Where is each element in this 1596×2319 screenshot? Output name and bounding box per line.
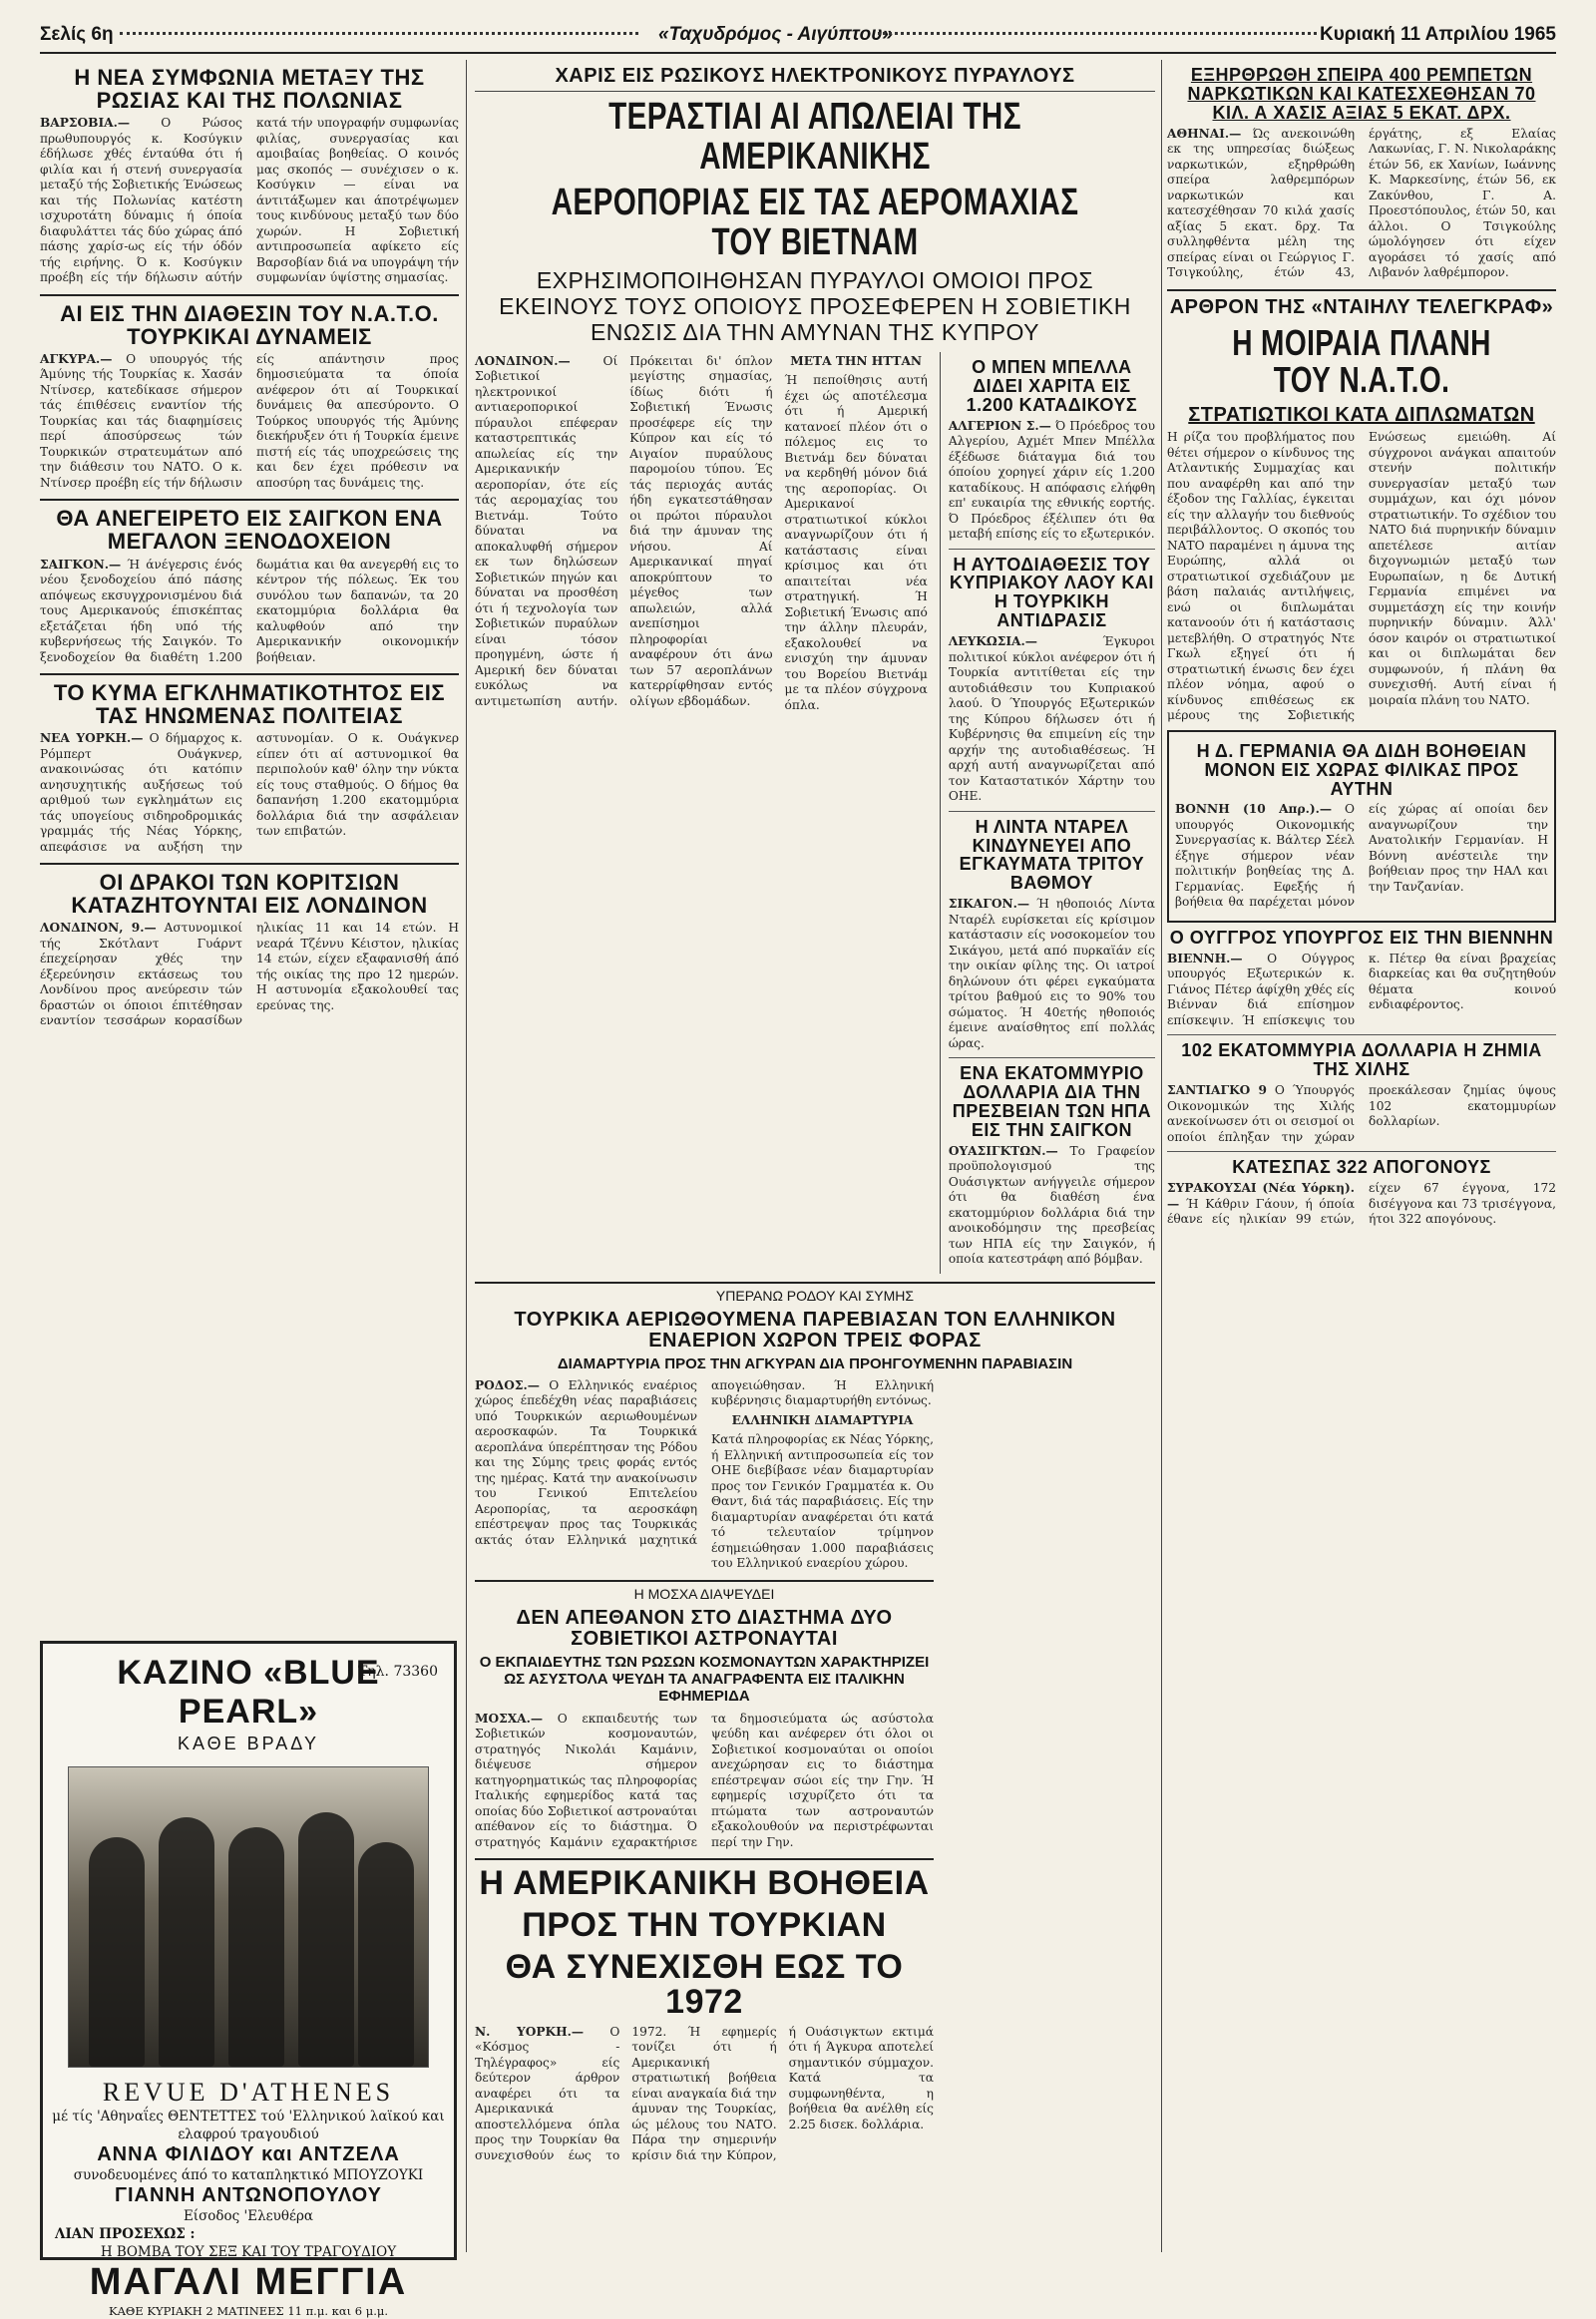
kicker: ΑΡΘΡΟΝ ΤΗΣ «ΝΤΑΙΗΛΥ ΤΕΛΕΓΚΡΑΦ» bbox=[1169, 295, 1554, 318]
article-body: ΑΓΚΥΡΑ.— Ο υπουργός τής Άμύνης τής Τουρκίας κ. Χασάν Ντίνσερ, κατεδίκασε σήμερον τάς έπιθέσεις εναντίον τής Τουρκίας και τάς διαφημίσεις περί άποσύρσεως τών Τουρκικών στρατευμάτων από την διάθεσιν του ΝΑΤΟ. Ο κ. Ντίνσερ προέβη είς τήν δήλωσιν είς απάντησιν προς δημοσιεύματα τα όποία ανέφερον ότι αί Τουρκικαί δυνάμεις θα απεσύροντο. Ο Τούρκος υπουργός τής Άμύνης διεκήρυξεν ότι ή Τουρκία έμεινε πιστή είς τάς υποχρεώσεις της και δεν έχει πρόθεσιν να αποσύρη τας δυνάμεις της. bbox=[40, 351, 459, 490]
article-body: ΣΙΚΑΓΟΝ.— Ή ηθοποιός Λίντα Νταρέλ ευρίσκεται είς κρίσιμον κατάστασιν είς νοσοκομείον του Σικάγου, μετά από πυρκαϊάν είς την οικίαν φίλης της. Οι ιατροί δηλώνουν ότι φέρει εγκαύματα τρίτου βαθμού εις το 90% του σώματος. Ή 40ετής ηθοποιός έμεινε αναίσθητος επί πολλάς ώρας. bbox=[948, 897, 1156, 1050]
ad-musician: ΓΙΑΝΝΗ ΑΝΤΩΝΟΠΟΥΛΟΥ bbox=[114, 2184, 383, 2206]
article-body: ΜΟΣΧΑ.— Ο εκπαιδευτής των Σοβιετικών κοσμοναυτών, στρατηγός Νικολάι Καμάνιν, διέψευσε σήμερον κατηγορηματικώς τας πληροφορίας Ιταλικής εφημερίδος κατά τας οποίας δύο Σοβιετικοί αστροναύται απέθανον είς το διάστημα. Ό στρατηγός Καμάνιν εχαρακτήρισε τα δημοσιεύματα ώς ασύστολα ψεύδη και ανέφερεν ότι όλοι οι Σοβιετικοί κοσμοναύται οι οποίοι ανεχώρησαν εις το διάστημα επέστρεψαν σώοι είς την Γην. Ή εφημερίς ισχυρίζετο ότι τα πτώματα των αστροναυτών εξακολουθούν να περιστρέφωνται περί την Γην. bbox=[475, 1711, 934, 1849]
astronaut-article bbox=[475, 1586, 934, 1850]
divider bbox=[475, 1580, 934, 1582]
headline: ΔΕΝ ΑΠΕΘΑΝΟΝ ΣΤΟ ΔΙΑΣΤΗΜΑ ΔΥΟ ΣΟΒΙΕΤΙΚΟΙ ΑΣΤΡΟΝΑΥΤΑΙ bbox=[516, 1606, 893, 1650]
column-rule bbox=[466, 60, 467, 2252]
subheadline: Ο ΕΚΠΑΙΔΕΥΤΗΣ ΤΩΝ ΡΩΣΩΝ ΚΟΣΜΟΝΑΥΤΩΝ ΧΑΡΑΚΤΗΡΙΖΕΙ ΩΣ ΑΣΥΣΤΟΛΑ ΨΕΥΔΗ ΤΑ ΑΝΑΓΡΑΦΕΝΤΑ ΕΙΣ ΙΤΑΛΙΚΗΝ ΕΦΗΜΕΡΙΔΑ bbox=[479, 1653, 930, 1706]
divider bbox=[475, 1282, 1155, 1284]
ad-entrance: Είσοδος 'Ελευθέρα bbox=[183, 2208, 314, 2224]
article-body: ΛΟΝΔΙΝΟΝ, 9.— Αστυνομικοί τής Σκότλαντ Γυάρντ έπεχείρησαν χθές την έξερεύνησιν εκτάσεως του Λονδίνου προς ανεύρεσιν τών δραστών οι όποιοι έπιτέθησαν εναντίον τεσσάρων κορασίδων ηλικίας 11 και 14 ετών. Η νεαρά Τζέννυ Κέιστον, ηλικίας 14 ετών, είχεν εξαφανισθή άπό τής οικίας της προ 12 ημερών. Η αστυνομία εξακολουθεί τας ερεύνας της. bbox=[40, 921, 459, 1028]
headline: Η Δ. ΓΕΡΜΑΝΙΑ ΘΑ ΔΙΔΗ ΒΟΗΘΕΙΑΝ ΜΟΝΟΝ ΕΙΣ ΧΩΡΑΣ ΦΙΛΙΚΑΣ ΠΡΟΣ ΑΥΤΗΝ bbox=[1196, 740, 1527, 799]
lead-headline-line2: ΑΕΡΟΠΟΡΙΑΣ ΕΙΣ ΤΑΣ ΑΕΡΟΜΑΧΙΑΣ ΤΟΥ ΒΙΕΤΝΑΜ bbox=[551, 181, 1079, 263]
divider bbox=[949, 811, 1155, 812]
ad-telephone: Τηλ. 73360 bbox=[357, 1664, 438, 1680]
subheadline: ΣΤΡΑΤΙΩΤΙΚΟΙ ΚΑΤΑ ΔΙΠΛΩΜΑΤΩΝ bbox=[1188, 404, 1535, 427]
divider bbox=[1167, 289, 1556, 291]
dotted-rule bbox=[120, 32, 638, 35]
right-subcolumn bbox=[940, 352, 1155, 1274]
masthead bbox=[40, 18, 1556, 54]
aid-article bbox=[475, 1866, 934, 2163]
divider bbox=[475, 1858, 934, 1860]
headline: ΑΙ ΕΙΣ ΤΗΝ ΔΙΑΘΕΣΙΝ ΤΟΥ Ν.Α.Τ.Ο. ΤΟΥΡΚΙΚΑΙ ΔΥΝΑΜΕΙΣ bbox=[60, 300, 439, 349]
ad-photo bbox=[68, 1766, 429, 2068]
article-body: Ν. ΥΟΡΚΗ.— Ο «Κόσμος - Τηλέγραφος» είς δεύτερον άρθρον αναφέρει ότι τα Αμερικανικά αποστελλόμενα όπλα προς την Τουρκίαν θα συνεχισθούν έως το 1972. Ή εφημερίς τονίζει ότι ή Αμερικανική στρατιωτική βοήθεια είναι αναγκαία διά την άμυναν της Τουρκίας, ώς μέλους του ΝΑΤΟ. Πάρα την σημερινήν κρίσιν διά την Κύπρον, ή Ουάσιγκτων εκτιμά ότι ή Άγκυρα αποτελεί σημαντικόν σύμμαχον. Κατά τα συμφωνηθέντα, η βοήθεια θα ανέλθη είς 2.25 δισεκ. δολλάρια. bbox=[475, 2024, 934, 2162]
article-body: ΣΥΡΑΚΟΥΣΑΙ (Νέα Υόρκη).— Ή Κάθριν Γάουν, ή όποία έθανε είς ηλικίαν 99 ετών, είχεν 67 έγγονα, 172 δισέγγονα και 73 τρισέγγονα, ήτοι 322 απογόνους. bbox=[1167, 1181, 1556, 1226]
headline: ΤΟΥΡΚΙΚΑ ΑΕΡΙΩΘΟΥΜΕΝΑ ΠΑΡΕΒΙΑΣΑΝ ΤΟΝ ΕΛΛΗΝΙΚΟΝ ΕΝΑΕΡΙΟΝ ΧΩΡΟΝ ΤΡΕΙΣ ΦΟΡΑΣ bbox=[514, 1308, 1116, 1352]
article-body: ΑΘΗΝΑΙ.— Ώς ανεκοινώθη εκ της υπηρεσίας διώξεως ναρκωτικών, εξηρθρώθη σπείρα λαθρεμπόρων ναρκωτικών και κατεσχέθησαν 70 κιλά χασίς αξίας 5 εκατ. δρχ. Τα συλληφθέντα μέλη της σπείρας είναι οι Γεώργιος Γ. Τσιγκούλης, έτών 43, έργάτης, εξ Ελαίας Λακωνίας, Γ. Ν. Νικολαράκης έτών 56, εκ Χανίων, Ιωάννης Κ. Μαρκεσίνης, έτών 56, εκ Ζακύνθου, Γ. Α. Προεστόπουλος, έτών 50, και άλλοι. Ο Τσιγκούλης ώμολόγησεν ότι είχεν αγοράσει τό χασίς από Λιβανόν λαθρέμπορον. bbox=[1167, 126, 1556, 280]
ad-brand: ΚΑΖΙΝΟ «BLUE PEARL» bbox=[117, 1654, 380, 1731]
lead-article bbox=[475, 352, 928, 1274]
article-body: ΒΙΕΝΝΗ.— Ο Ούγγρος υπουργός Εξωτερικών κ. Γιάνος Πέτερ άφίχθη χθές είς Βιένναν διά επίσημον επίσκεψιν. Ή επίσκεψις του κ. Πέτερ θα είναι βραχείας διαρκείας και θα συζητηθούν θέματα κοινού ενδιαφέροντος. bbox=[1167, 951, 1556, 1027]
article-body: ΛΕΥΚΩΣΙΑ.— Έγκυροι πολιτικοί κύκλοι ανέφερον ότι ή Τουρκία αντιτίθεται είς την αυτοδιάθεσιν του Κυπριακού λαού. Ό Ύπουργός Εξωτερικών της Κύπρου δήλωσεν ότι ή Κυβέρνησις θα επιμείνη είς την αρχήν της αυτοδιαθέσεως. Ή αρχή αυτή αναγνωρίζεται από τον Καταστατικόν Χάρτην του ΟΗΕ. bbox=[948, 634, 1155, 804]
article-body: ΒΑΡΣΟΒΙΑ.— Ο Ρώσος πρωθυπουργός κ. Κοσύγκιν έδήλωσε χθές ένταύθα ότι ή φιλία και ή στενή συνεργασία μεταξύ τής Σοβιετικής Ένώσεως και τής Πολωνίας κατέστη ισχυροτάτη δύναμις ή όποία διαφυλάττει τάς δύο χώρας άπό πάσης χαρίσ-ως είς τήν όδόν τής ειρήνης. Ό κ. Κοσύγκιν προέβη είς τήν δήλωσιν αύτήν κατά τήν υπογραφήν συμφωνίας φιλίας, συνεργασίας και αμοιβαίας βοηθείας. Ο κοινός μας σκοπός — συνέχισεν ο κ. Κοσύγκιν — είναι να άντιτάξωμεν και άποτρέψωμεν τους κινδύνους μεταξύ των δύο χωρών. Η Σοβιετική αντιπροσωπεία αφίκετο είς Βαρσοβίαν διά να υπογράψη τήν συμφωνίαν ύψίστης σημασίας. bbox=[40, 116, 459, 285]
column-right bbox=[1167, 60, 1556, 2252]
article-body: ΑΛΓΕΡΙΟΝ Σ.— Ό Πρόεδρος του Αλγερίου, Αχμέτ Μπεν Μπέλλα έξέδωσε διάταγμα διά του όποίου χορηγεί χάριν είς 1.200 καταδίκους. Η απόφασις ελήφθη επ' ευκαιρία της εθνικής εορτής. Ό Πρόεδρος έξέλιπεν ότι θα μεταβή επίσης είς το εξωτερικόν. bbox=[948, 418, 1155, 542]
dancer-silhouette bbox=[159, 1817, 214, 2067]
headline: ΕΝΑ ΕΚΑΤΟΜΜΥΡΙΟ ΔΟΛΛΑΡΙΑ ΔΙΑ ΤΗΝ ΠΡΕΣΒΕΙΑΝ ΤΩΝ ΗΠΑ ΕΙΣ ΤΗΝ ΣΑΙΓΚΟΝ bbox=[952, 1063, 1152, 1140]
lead-and-sidebar bbox=[475, 352, 1155, 1274]
ad-performer-name: ΜΑΓΑΛΙ ΜΕΓΓΙΑ bbox=[89, 2261, 408, 2303]
headline: Ο ΟΥΓΓΡΟΣ ΥΠΟΥΡΓΟΣ ΕΙΣ ΤΗΝ ΒΙΕΝΝΗΝ bbox=[1169, 927, 1554, 948]
column-center bbox=[475, 60, 1155, 2252]
dancer-silhouette bbox=[89, 1837, 145, 2067]
headline-line3: ΘΑ ΣΥΝΕΧΙΣΘΗ ΕΩΣ ΤΟ 1972 bbox=[505, 1947, 904, 2022]
lead-headline-line1: ΤΕΡΑΣΤΙΑΙ ΑΙ ΑΠΩΛΕΙΑΙ ΤΗΣ ΑΜΕΡΙΚΑΝΙΚΗΣ bbox=[608, 96, 1021, 178]
headline-line1: Η ΑΜΕΡΙΚΑΝΙΚΗ ΒΟΗΘΕΙΑ bbox=[479, 1864, 930, 1903]
ad-revue: REVUE D'ATHENES bbox=[102, 2078, 395, 2107]
divider bbox=[40, 499, 459, 501]
column-rule bbox=[1161, 60, 1162, 2252]
lead-subheadline: ΕΧΡΗΣΙΜΟΠΟΙΗΘΗΣΑΝ ΠΥΡΑΥΛΟΙ ΟΜΟΙΟΙ ΠΡΟΣ ΕΚΕΙΝΟΥΣ ΤΟΥΣ ΟΠΟΙΟΥΣ ΠΡΟΣΕΦΕΡΕΝ Η ΣΟΒΙΕΤΙΚΗ ΕΝΩΣΙΣ ΔΙΑ ΤΗΝ ΑΜΥΝΑΝ ΤΗΣ ΚΥΠΡΟΥ bbox=[499, 266, 1131, 346]
headline-line2: ΠΡΟΣ ΤΗΝ ΤΟΥΡΚΙΑΝ bbox=[522, 1905, 887, 1944]
divider bbox=[40, 673, 459, 675]
headline: Η ΛΙΝΤΑ ΝΤΑΡΕΛ ΚΙΝΔΥΝΕΥΕΙ ΑΠΟ ΕΓΚΑΥΜΑΤΑ ΤΡΙΤΟΥ ΒΑΘΜΟΥ bbox=[959, 816, 1145, 894]
headline: Η ΑΥΤΟΔΙΑΘΕΣΙΣ ΤΟΥ ΚΥΠΡΙΑΚΟΥ ΛΑΟΥ ΚΑΙ Η ΤΟΥΡΚΙΚΗ ΑΝΤΙΔΡΑΣΙΣ bbox=[949, 554, 1154, 631]
article-body: ΣΑΝΤΙΑΓΚΟ 9 Ο Ύπουργός Οικονομικών της Χιλής ανεκοίνωσεν ότι οι σεισμοί οι οποίοι έπληξαν την χώραν προεκάλεσαν ζημίας ύψους 102 εκατομμυρίων δολλαρίων. bbox=[1167, 1083, 1556, 1144]
divider bbox=[40, 294, 459, 296]
article-body: ΣΑΙΓΚΟΝ.— Ή άνέγερσις ένός νέου ξενοδοχείου άπό πάσης απόψεως εκσυγχρονισμένου διά τους Αμερικανούς έπισκέπτας εξετάζεται ήδη υπό τής κυβερνήσεως τής Σαιγκόν. Το ξενοδοχείον θα διαθέτη 1.200 δωμάτια και θα ανεγερθή εις το κέντρον τής πόλεως. Έκ του συνόλου των δαπανών, τα 20 εκατομμύρια δολλάρια θα καλυφθούν από την Αμερικανικήν οικονομικήν βοήθειαν. bbox=[40, 557, 459, 664]
dotted-rule bbox=[878, 32, 1317, 35]
ad-matinee: ΚΑΘΕ ΚΥΡΙΑΚΗ 2 ΜΑΤΙΝΕΕΣ 11 π.μ. και 6 μ.μ. bbox=[109, 2304, 388, 2318]
headline: 102 ΕΚΑΤΟΜΜΥΡΙΑ ΔΟΛΛΑΡΙΑ Η ΖΗΜΙΑ ΤΗΣ ΧΙΛΗΣ bbox=[1181, 1040, 1542, 1080]
ad-line: συνοδευομένες άπό το καταπληκτικό ΜΠΟΥΖΟΥΚΙ bbox=[73, 2167, 424, 2183]
article-body: ΝΕΑ ΥΟΡΚΗ.— Ο δήμαρχος κ. Ρόμπερτ Ουάγκνερ, ανακοινώσας ότι κατόπιν ανησυχητικής αυξήσεως τού αριθμού των εγκλημάτων εις τάς υπογείους σιδηροδρομικάς γραμμάς τής Νέας Υόρκης, απεφάσισε να αυξήση την αστυνομίαν. Ο κ. Ουάγκνερ είπεν ότι αί αστυνομικοί θα περιπολούν καθ' όλην την νύκτα είς τους σταθμούς. Ο δήμος θα δαπανήση 1.200 εκατομμύρια δολλάρια διά την ασφάλειαν των επιβατών. bbox=[40, 731, 459, 854]
headline: ΕΞΗΡΘΡΩΘΗ ΣΠΕΙΡΑ 400 ΡΕΜΠΕΤΩΝ ΝΑΡΚΩΤΙΚΩΝ ΚΑΙ ΚΑΤΕΣΧΕΘΗΣΑΝ 70 ΚΙΛ. Α ΧΑΣΙΣ ΑΞΙΑΣ 5 ΕΚΑΤ. ΔΡΧ. bbox=[1187, 65, 1536, 123]
subheadline: ΔΙΑΜΑΡΤΥΡΙΑ ΠΡΟΣ ΤΗΝ ΑΓΚΥΡΑΝ ΔΙΑ ΠΡΟΗΓΟΥΜΕΝΗΝ ΠΑΡΑΒΙΑΣΙΝ bbox=[557, 1354, 1073, 1372]
headline: ΘΑ ΑΝΕΓΕΙΡΕΤΟ ΕΙΣ ΣΑΙΓΚΟΝ ΕΝΑ ΜΕΓΑΛΟΝ ΞΕΝΟΔΟΧΕΙΟΝ bbox=[56, 506, 443, 555]
page-number: Σελίς 6η bbox=[40, 24, 114, 45]
article-body: ΛΟΝΔΙΝΟΝ.— Οί Σοβιετικοί ηλεκτρονικοί αντιαεροπορικοί πύραυλοι επέφεραν καταστρεπτικάς απωλείας είς την Αμερικανικήν αεροπορίαν, ότε είς τάς αερομαχίας του Βιετνάμ. Τούτο δύναται να αποκαλυφθή σήμερον εκ των δηλώσεων Σοβιετικών πηγών και δύναται να προσθέση ότι ή τεχνολογία των Σοβιετικών πυραύλων είναι τόσον προηγμένη, ώστε ή Αμερική δεν δύναται ευκόλως να αντιμετωπίση αυτήν. Πρόκειται δι' όπλον μεγίστης σημασίας, ίδίως διότι ή Σοβιετική Ένωσις προσέφερε είς την Κύπρον και είς τό Αιγαίον πυραύλους παρομοίου τύπου. Ές τάς περιοχάς αυτάς ήδη εγκατεστάθησαν οι πρώτοι πύραυλοι διά την άμυναν της νήσου. Αί Αμερικανικαί πηγαί αποκρύπτουν το μέγεθος των απωλειών, αλλά ανεπίσημοι πληροφορίαι αναφέρουν ότι άνω των 57 αεροπλάνων κατερρίφθησαν εντός ολίγων εβδομάδων. ΜΕΤΑ ΤΗΝ ΗΤΤΑΝ Ή πεποίθησις αυτή έχει ώς αποτέλεσμα ότι ή Αμερική κατανοεί πλέον ότι ο πόλεμος εις το Βιετνάμ δεν δύναται να κερδηθή μόνον διά της αεροπορίας. Οι Αμερικανοί στρατιωτικοί κύκλοι αναγνωρίζουν ότι ή κατάστασις είναι κρίσιμος και ότι απαιτείται νέα στρατηγική. Ή Σοβιετική Ένωσις από την άλλην πλευράν, εξακολουθεί να ενισχύη την άμυναν του Βορείου Βιετνάμ με τα πλέον σύγχρονα όπλα. bbox=[475, 353, 928, 712]
headline: ΟΙ ΔΡΑΚΟΙ ΤΩΝ ΚΟΡΙΤΣΙΩΝ ΚΑΤΑΖΗΤΟΥΝΤΑΙ ΕΙΣ ΛΟΝΔΙΝΟΝ bbox=[71, 870, 428, 919]
paper-title: «Ταχυδρόμος - Αιγύπτου» bbox=[658, 24, 894, 45]
divider bbox=[949, 1057, 1155, 1058]
issue-date: Κυριακή 11 Απριλίου 1965 bbox=[1320, 24, 1556, 45]
headline: Η ΝΕΑ ΣΥΜΦΩΝΙΑ ΜΕΤΑΞΥ ΤΗΣ ΡΩΣΙΑΣ ΚΑΙ ΤΗΣ ΠΟΛΩΝΙΑΣ bbox=[74, 65, 425, 114]
headline: Ο ΜΠΕΝ ΜΠΕΛΛΑ ΔΙΔΕΙ ΧΑΡΙΤΑ ΕΙΣ 1.200 ΚΑΤΑΔΙΚΟΥΣ bbox=[966, 356, 1138, 415]
article-body: ΒΟΝΝΗ (10 Απρ.).— Ο υπουργός Οικονομικής Συνεργασίας κ. Βάλτερ Σέελ έξηγε σήμερον νέαν πολιτικήν βοηθείας της Δ. Γερμανίας. Εφεξής ή βοήθεια θα παρέχεται μόνον είς χώρας αί οποίαι δεν αναγνωρίζουν την Ανατολικήν Γερμανίαν. Η Βόννη ανέστειλε την βοήθειαν προς την ΗΑΛ και την Τανζανίαν. bbox=[1175, 802, 1548, 910]
ad-nightly: ΚΑΘΕ ΒΡΑΔΥ bbox=[177, 1734, 320, 1753]
ad-line: μέ τίς 'Αθηναΐες ΘΕΝΤΕΤΤΕΣ τού 'Ελληνικού λαϊκού και ελαφρού τραγουδιού bbox=[52, 2109, 445, 2142]
headline: Η ΜΟΙΡΑΙΑ ΠΛΑΝΗ ΤΟΥ Ν.Α.Τ.Ο. bbox=[1232, 321, 1491, 401]
kicker: ΥΠΕΡΑΝΩ ΡΟΔΟΥ ΚΑΙ ΣΥΜΗΣ bbox=[715, 1287, 915, 1304]
boxed-article bbox=[1167, 730, 1556, 923]
column-left bbox=[40, 60, 459, 2318]
divider bbox=[949, 549, 1155, 550]
divider bbox=[40, 863, 459, 865]
headline: ΚΑΤΕΣΠΑΣ 322 ΑΠΟΓΟΝΟΥΣ bbox=[1232, 1157, 1491, 1178]
article-body: ΟΥΑΣΙΓΚΤΩΝ.— Το Γραφείον προϋπολογισμού της Ουάσιγκτων ανήγγειλε σήμερον ότι θα διαθέση ένα εκατομμύριον δολλάρια διά την ανοικοδόμησιν της πρεσβείας των ΗΠΑ είς την Σαιγκόν, ή οποία κατεστράφη από βόμβαν. bbox=[948, 1143, 1155, 1267]
kicker: ΧΑΡΙΣ ΕΙΣ ΡΩΣΙΚΟΥΣ ΗΛΕΚΤΡΟΝΙΚΟΥΣ ΠΥΡΑΥΛΟΥΣ bbox=[475, 66, 1155, 92]
article-body: ΡΟΔΟΣ.— Ο Ελληνικός εναέριος χώρος έπεδέχθη νέας παραβιάσεις υπό Τουρκικών αεριωθουμένων αεροσκαφών. Τα Τουρκικά αεροπλάνα ύπερέπτησαν της Ρόδου και της Σύμης τρεις φοράς εντός της ημέρας. Κατά την ανακοίνωσιν του Γενικού Επιτελείου Αεροπορίας, τα αεροσκάφη επέστρεψαν προς τας Τουρκικάς ακτάς όταν Ελληνικά μαχητικά απογειώθησαν. Ή Ελληνική κυβέρνησις διαμαρτυρήθη εντόνως. ΕΛΛΗΝΙΚΗ ΔΙΑΜΑΡΤΥΡΙΑ Κατά πληροφορίας εκ Νέας Υόρκης, ή Ελληνική αντιπροσωπεία είς τον ΟΗΕ διεβίβασε νέαν διαμαρτυρίαν προς τον Γενικόν Γραμματέα κ. Ου Θαντ, διά τάς παραβιάσεις. Είς την διαμαρτυρίαν αναφέρεται ότι κατά τό τελευταίον τρίμηνον έσημειώθησαν 1.000 παραβιάσεις του Ελληνικού εναερίου χώρου. bbox=[475, 1377, 934, 1571]
casino-advertisement bbox=[40, 1641, 457, 2318]
dancer-silhouette bbox=[358, 1842, 414, 2067]
dancer-silhouette bbox=[228, 1827, 284, 2067]
ad-attention: ΛΙΑΝ ΠΡΟΣΕΧΩΣ : bbox=[55, 2226, 196, 2242]
ad-stars: ΑΝΝΑ ΦΙΛΙΔΟΥ και ΑΝΤΖΕΛΑ bbox=[97, 2143, 400, 2165]
ad-bomb: Η ΒΟΜΒΑ ΤΟΥ ΣΕΞ ΚΑΙ ΤΟΥ ΤΡΑΓΟΥΔΙΟΥ bbox=[100, 2244, 397, 2260]
divider bbox=[1167, 1151, 1556, 1152]
headline: ΤΟ ΚΥΜΑ ΕΓΚΛΗΜΑΤΙΚΟΤΗΤΟΣ ΕΙΣ ΤΑΣ ΗΝΩΜΕΝΑΣ ΠΟΛΙΤΕΙΑΣ bbox=[53, 680, 446, 729]
article-body: Η ρίζα του προβλήματος που θέτει σήμερον ο κίνδυνος της Ατλαντικής Συμμαχίας και που αναφέρθη και από την έξοδον της Γαλλίας, έγκειται είς την αλλαγήν του διεθνούς περιβάλλοντος. Ο σκοπός του ΝΑΤΟ παραμένει η άμυνα της Ευρώπης, αλλά οι στρατιωτικοί σχεδιάζουν με βάση παλαιάς αντιλήψεις, ενώ οι διπλωμάται κατανοούν ότι ή κατάστασις μετεβλήθη. Ο στρατηγός Ντε Γκωλ εξηγεί ότι ή στρατιωτική ένωσις δεν έχει πλέον νόημα, αφού ο κίνδυνος επιθέσεως εκ μέρους της Σοβιετικής Ενώσεως εμειώθη. Αί σύγχρονοι ανάγκαι απαιτούν στενήν πολιτικήν συνεργασίαν μεταξύ των συμμάχων, και όχι μόνον στρατιωτικήν. Το σχέδιον του ΝΑΤΟ διά πυρηνικήν δύναμιν απετέλεσε αιτίαν διχογνωμιών μεταξύ των Ευρωπαίων, η δε Δυτική Γερμανία επιμένει να συμμετάσχη είς την κοινήν πυρηνικήν δύναμιν. Άλλ' όσον καιρόν οι στρατιωτικοί και οι διπλωμάται δεν συμφωνούν, ή πλάνη θα συνεχισθή. Αυτή είναι ή μοιραία πλάνη του ΝΑΤΟ. bbox=[1167, 430, 1556, 723]
dancer-silhouette bbox=[298, 1812, 354, 2067]
divider bbox=[1167, 1034, 1556, 1035]
kicker: Η ΜΟΣΧΑ ΔΙΑΨΕΥΔΕΙ bbox=[633, 1585, 775, 1602]
